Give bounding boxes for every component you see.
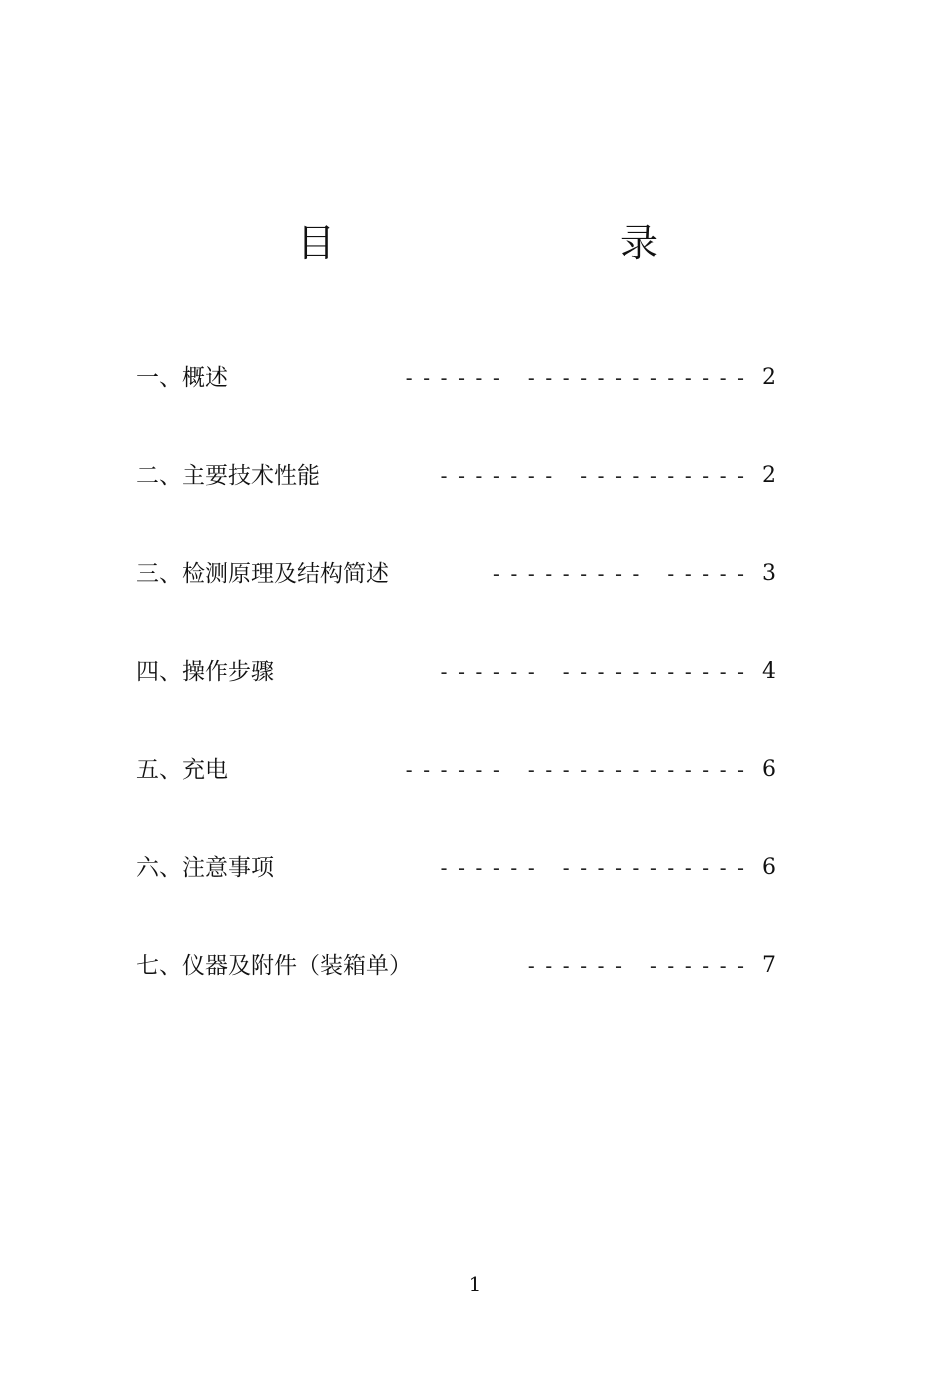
toc-entry-notes[interactable]: [136, 850, 776, 948]
toc-entry-label: 四、操作步骤: [136, 659, 274, 685]
toc-entry-page: 7: [762, 953, 776, 978]
toc-entry-page: 2: [762, 365, 776, 390]
toc-entry-principle[interactable]: [136, 556, 776, 654]
toc-entry-page: 6: [762, 757, 776, 782]
toc-entry-specs[interactable]: [136, 458, 776, 556]
toc-entry-operation[interactable]: [136, 654, 776, 752]
toc-title-char-1: 目: [297, 221, 336, 265]
toc-entry-overview[interactable]: [136, 360, 776, 458]
toc-entry-charging[interactable]: [136, 752, 776, 850]
toc-entry-label: 七、仪器及附件（装箱单）: [136, 953, 412, 979]
toc-entry-label: 五、充电: [136, 757, 228, 783]
toc-dot-leader: ------- ----------: [438, 464, 752, 488]
toc-dot-leader: ------ -------------: [403, 758, 752, 782]
toc-dot-leader: ------ -----------: [438, 660, 752, 684]
toc-entry-page: 6: [762, 855, 776, 880]
page-number: 1: [468, 1272, 482, 1296]
table-of-contents: [136, 360, 776, 1046]
toc-dot-leader: ------ ------: [525, 954, 752, 978]
toc-entry-accessories[interactable]: [136, 948, 776, 1046]
toc-entry-page: 3: [762, 561, 776, 586]
toc-dot-leader: ------ -------------: [403, 366, 752, 390]
toc-dot-leader: --------- -----: [490, 562, 752, 586]
toc-entry-page: 4: [762, 659, 776, 684]
toc-dot-leader: ------ -----------: [438, 856, 752, 880]
toc-title-char-2: 录: [620, 221, 659, 265]
toc-entry-page: 2: [762, 463, 776, 488]
toc-entry-label: 三、检测原理及结构简述: [136, 561, 389, 587]
toc-entry-label: 一、概述: [136, 365, 228, 391]
toc-entry-label: 六、注意事项: [136, 855, 274, 881]
toc-entry-label: 二、主要技术性能: [136, 463, 320, 489]
